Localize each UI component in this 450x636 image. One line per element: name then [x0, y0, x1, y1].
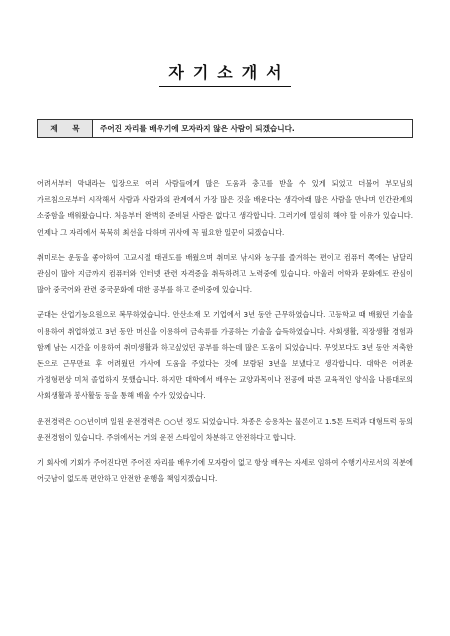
document-body [37, 176, 413, 496]
paragraph-closing: 기 회사에 기회가 주어진다면 주어진 자리를 배우기에 모자람이 없고 항상 배우는 자세로 임하여 수행기사로서의 직분에 어긋남이 없도록 편안하고 안전한 운행을 책임지겠습니다. [37, 458, 413, 484]
paragraph-hobbies: 취미로는 운동을 좋아하여 고교시절 태권도를 배웠으며 취미로 낚시와 농구를 즐겨하는 편이고 컴퓨터 쪽에는 남달리 관심이 많아 지금까지 컴퓨터와 인터넷 관련 자격증을 취득하려고 노력중에 있습니다. 아울러 어학과 문화에도 관심이 많아 중국어와 관련 중국문화에 대한 공부를 하고 준비중에 있습니다. [37, 252, 413, 295]
document-title-text: 자기소개서 [159, 60, 290, 87]
document-title [0, 60, 450, 87]
subject-value: 주어진 자리를 배우기에 모자라지 않은 사람이 되겠습니다. [93, 120, 413, 138]
paragraph-military: 군대는 산업기능요원으로 복무하였습니다. 안산소재 모 기업에서 3년 동안 근무하였습니다. 고등학교 때 배웠던 기술을 이용하여 취업하였고 3년 동안 머신을 이용하여 금속류를 가공하는 기술을 습득하였습니다. 사회생활, 직장생활 경험과 함께 남는 시간을 이용하여 취미생활과 하고싶었던 공부를 하는데 많은 도움이 되었습니다. 무엇보다도 3년 동안 저축한 돈으로 근무만료 후 어려웠던 가사에 도움을 주었다는 것에 보람된 3년을 보냈다고 생각합니다. 대학은 어려운 가정형편상 미처 졸업하지 못했습니다. 하지만 대학에서 배우는 교양과목이나 전공에 따른 교육적인 양식을 나름대로의 사회생활과 봉사활동 등을 통해 배울 수가 있었습니다. [37, 310, 413, 401]
paragraph-childhood: 어려서부터 막내라는 입장으로 여러 사람들에게 많은 도움과 충고를 받을 수 있게 되었고 더불어 부모님의 가르침으로부터 시작해서 사람과 사람과의 관계에서 가장 많은 것을 배운다는 생각아래 많은 사람을 만나며 인간관계의 소중함을 배워왔습니다. 처음부터 완벽히 준비된 사람은 없다고 생각합니다. 그러기에 열심히 해야 할 이유가 있습니다. 언제나 그 자리에서 묵묵히 최선을 다하며 귀사에 꼭 필요한 일꾼이 되겠습니다. [37, 179, 413, 237]
subject-row [38, 120, 413, 138]
paragraph-driving: 운전경력은 ○○년이며 일원 운전경력은 ○○년 정도 되었습니다. 차종은 승용차는 물론이고 1.5톤 트럭과 대형트럭 등의 운전경험이 있습니다. 주위에서는 거의 운전 스타일이 차분하고 안전하다고 합니다. [37, 416, 413, 442]
subject-label: 제 목 [38, 120, 93, 138]
subject-table [37, 119, 413, 138]
